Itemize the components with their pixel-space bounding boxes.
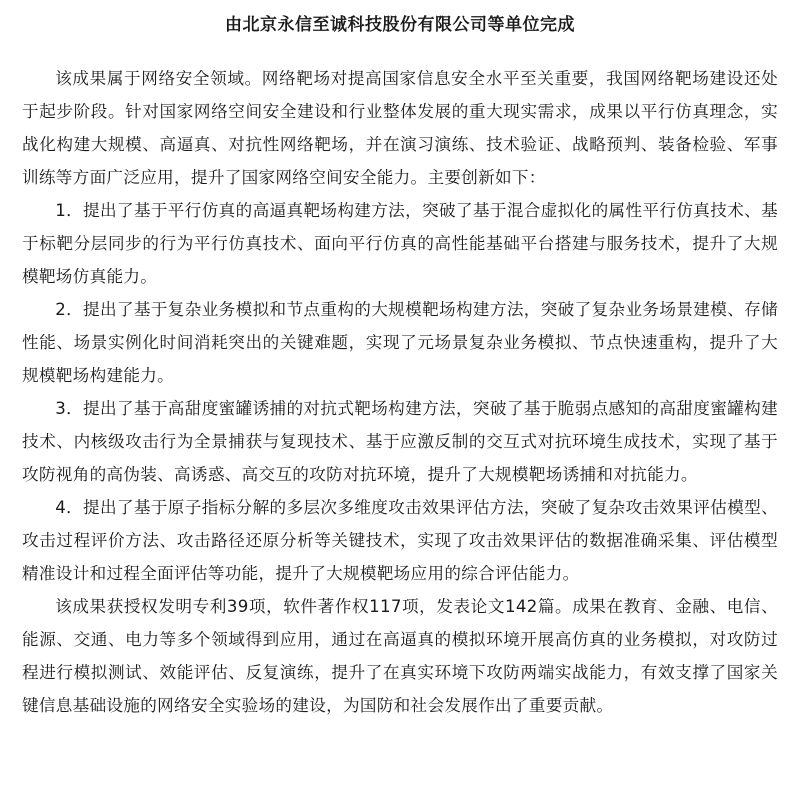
paragraph-innovation-1: 1．提出了基于平行仿真的高逼真靶场构建方法，突破了基于混合虚拟化的属性平行仿真技术、基于标靶分层同步的行为平行仿真技术、面向平行仿真的高性能基础平台搭建与服务技术，提升了大规模靶场仿真能力。	[22, 201, 778, 286]
document-title: 由北京永信至诚科技股份有限公司等单位完成	[225, 15, 575, 35]
paragraph-innovation-2: 2．提出了基于复杂业务模拟和节点重构的大规模靶场构建方法，突破了复杂业务场景建模、存储性能、场景实例化时间消耗突出的关键难题，实现了元场景复杂业务模拟、节点快速重构，提升了大规模靶场构建能力。	[22, 300, 778, 385]
paragraph-intro: 该成果属于网络安全领域。网络靶场对提高国家信息安全水平至关重要，我国网络靶场建设还处于起步阶段。针对国家网络空间安全建设和行业整体发展的重大现实需求，成果以平行仿真理念，实战化构建大规模、高逼真、对抗性网络靶场，并在演习演练、技术验证、战略预判、装备检验、军事训练等方面广泛应用，提升了国家网络空间安全能力。主要创新如下：	[22, 69, 778, 187]
paragraph-results: 该成果获授权发明专利39项，软件著作权117项，发表论文142篇。成果在教育、金融、电信、能源、交通、电力等多个领域得到应用，通过在高逼真的模拟环境开展高仿真的业务模拟，对攻防过程进行模拟测试、效能评估、反复演练，提升了在真实环境下攻防两端实战能力，有效支撑了国家关键信息基础设施的网络安全实验场的建设，为国防和社会发展作出了重要贡献。	[22, 597, 778, 715]
document-body	[22, 62, 778, 722]
paragraph-innovation-4: 4．提出了基于原子指标分解的多层次多维度攻击效果评估方法，突破了复杂攻击效果评估模型、攻击过程评价方法、攻击路径还原分析等关键技术，实现了攻击效果评估的数据准确采集、评估模型精准设计和过程全面评估等功能，提升了大规模靶场应用的综合评估能力。	[22, 498, 778, 583]
paragraph-innovation-3: 3．提出了基于高甜度蜜罐诱捕的对抗式靶场构建方法，突破了基于脆弱点感知的高甜度蜜罐构建技术、内核级攻击行为全景捕获与复现技术、基于应激反制的交互式对抗环境生成技术，实现了基于攻防视角的高伪装、高诱惑、高交互的攻防对抗环境，提升了大规模靶场诱捕和对抗能力。	[22, 399, 778, 484]
